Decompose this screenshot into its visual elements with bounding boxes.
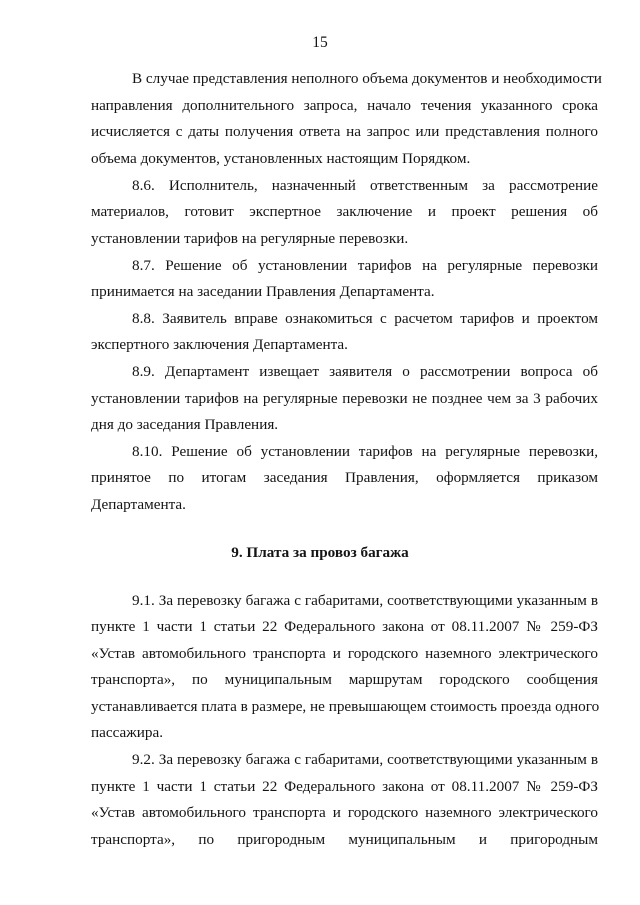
text-line: установлении тарифов на регулярные перевозки не позднее чем за 3 рабочих bbox=[91, 390, 598, 407]
text-line: 8.6. Исполнитель, назначенный ответственным за рассмотрение bbox=[132, 177, 598, 194]
text-line: 9.2. За перевозку багажа с габаритами, соответствующими указанным в bbox=[132, 751, 598, 768]
text-line: дня до заседания Правления. bbox=[91, 416, 279, 433]
text-line: Департамента. bbox=[91, 496, 186, 513]
text-line: В случае представления неполного объема документов и необходимости bbox=[132, 70, 602, 87]
section-heading: 9. Плата за провоз багажа bbox=[231, 544, 409, 561]
text-line: транспорта», по пригородным муниципальным и пригородным bbox=[91, 831, 598, 848]
text-line: объема документов, установленных настоящим Порядком. bbox=[91, 150, 471, 167]
text-line: направления дополнительного запроса, начало течения указанного срока bbox=[91, 97, 598, 114]
text-line: 8.9. Департамент извещает заявителя о рассмотрении вопроса об bbox=[132, 363, 598, 380]
text-line: 8.7. Решение об установлении тарифов на регулярные перевозки bbox=[132, 257, 598, 274]
text-line: исчисляется с даты получения ответа на запрос или представления полного bbox=[91, 123, 598, 140]
text-line: пункте 1 части 1 статьи 22 Федерального закона от 08.11.2007 № 259-ФЗ bbox=[91, 778, 598, 795]
text-line: транспорта», по муниципальным маршрутам городского сообщения bbox=[91, 671, 598, 688]
text-line: материалов, готовит экспертное заключение и проект решения об bbox=[91, 203, 598, 220]
text-line: пункте 1 части 1 статьи 22 Федерального закона от 08.11.2007 № 259-ФЗ bbox=[91, 618, 598, 635]
text-line: «Устав автомобильного транспорта и городского наземного электрического bbox=[91, 804, 598, 821]
text-line: принятое по итогам заседания Правления, оформляется приказом bbox=[91, 469, 598, 486]
text-line: 8.10. Решение об установлении тарифов на регулярные перевозки, bbox=[132, 443, 598, 460]
text-line: установлении тарифов на регулярные перевозки. bbox=[91, 230, 409, 247]
text-line: «Устав автомобильного транспорта и городского наземного электрического bbox=[91, 645, 598, 662]
text-line: 9.1. За перевозку багажа с габаритами, соответствующими указанным в bbox=[132, 592, 598, 609]
text-line: пассажира. bbox=[91, 724, 164, 741]
text-line: 8.8. Заявитель вправе ознакомиться с расчетом тарифов и проектом bbox=[132, 310, 598, 327]
page-number: 15 bbox=[312, 34, 328, 51]
text-line: принимается на заседании Правления Департамента. bbox=[91, 283, 435, 300]
text-line: устанавливается плата в размере, не превышающем стоимость проезда одного bbox=[91, 698, 600, 715]
text-line: экспертного заключения Департамента. bbox=[91, 336, 348, 353]
